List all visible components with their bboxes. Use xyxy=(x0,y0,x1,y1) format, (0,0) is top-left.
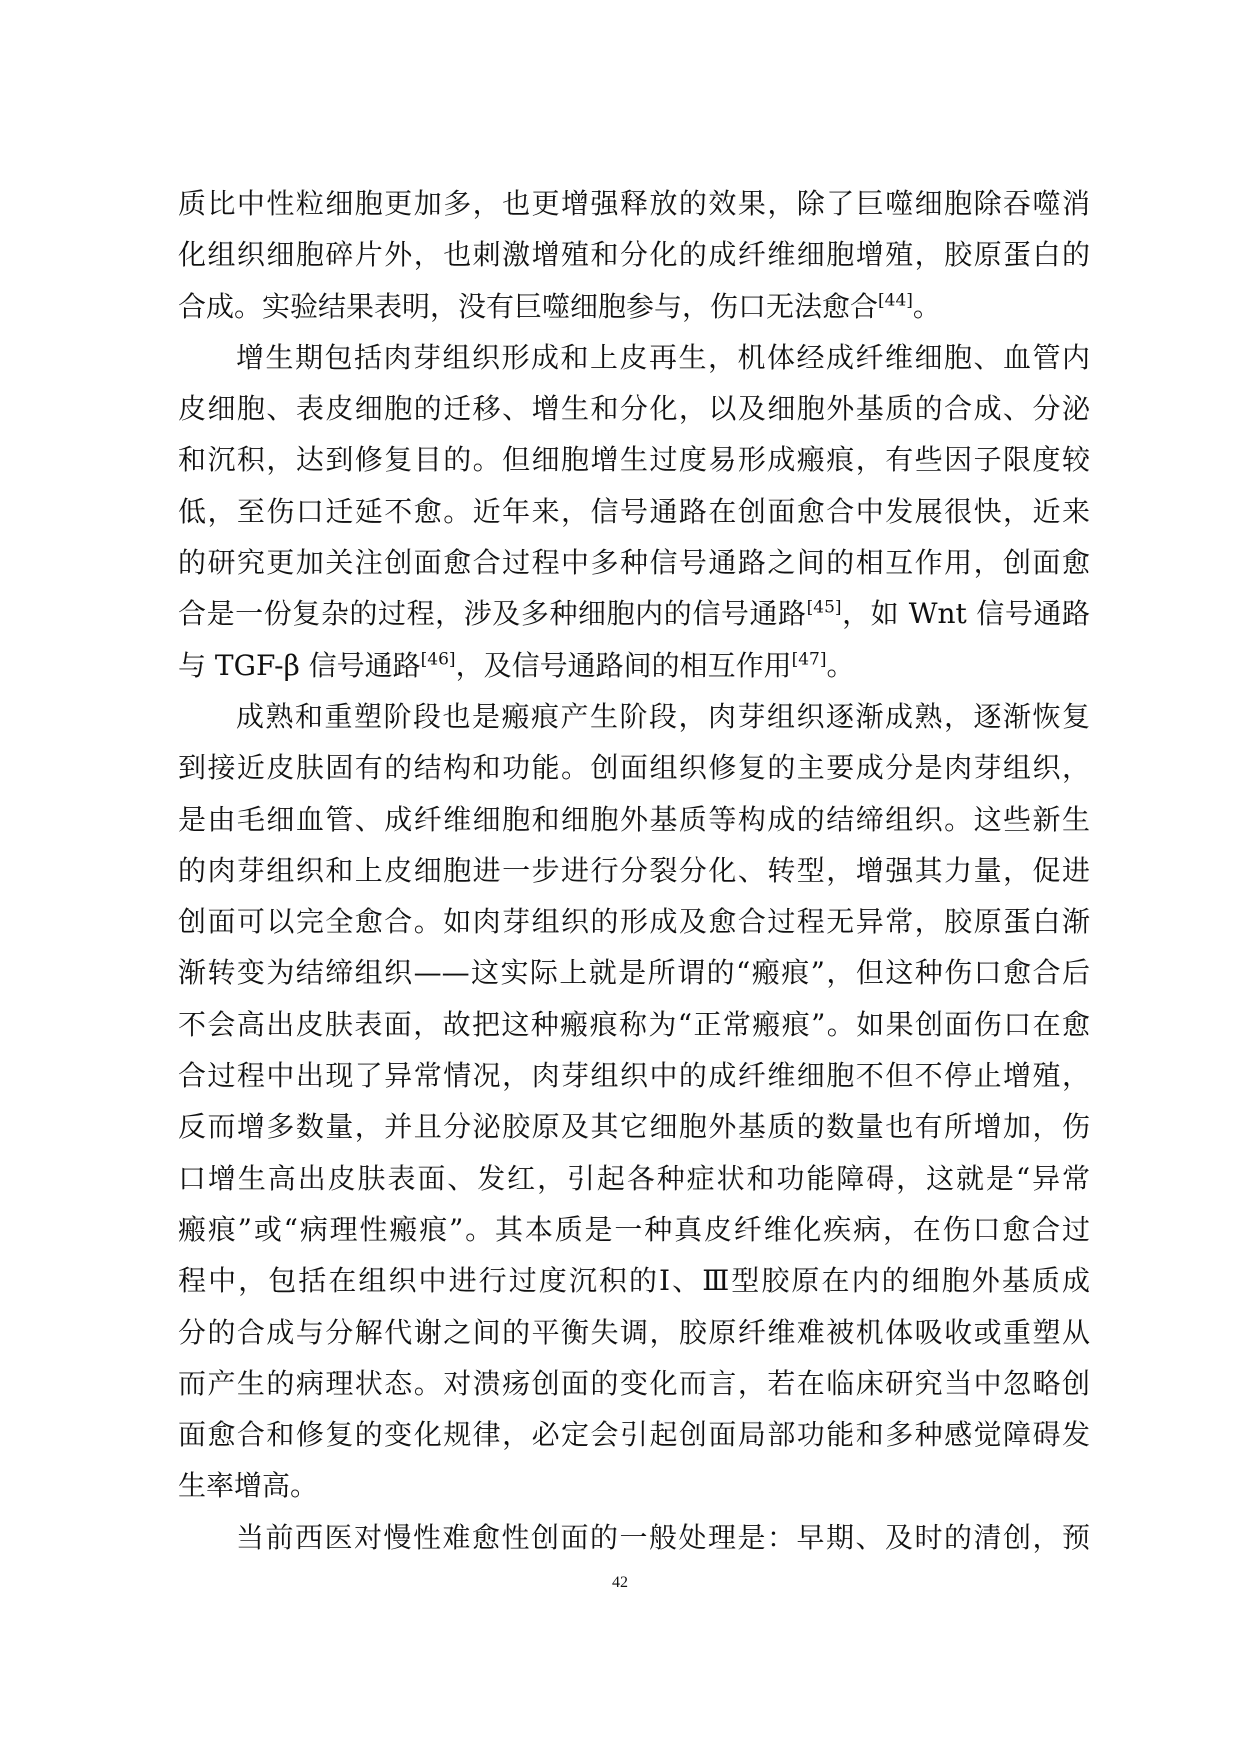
citation-marker: [47] xyxy=(791,649,827,670)
citation-marker: [44] xyxy=(878,290,913,311)
text-line: 程中，包括在组织中进行过度沉积的Ⅰ、Ⅲ型胶原在内的细胞外基质成 xyxy=(178,1264,1090,1298)
text-line: 质比中性粒细胞更加多，也更增强释放的效果，除了巨噬细胞除吞噬消 xyxy=(178,187,1090,220)
text-line: 分的合成与分解代谢之间的平衡失调，胶原纤维难被机体吸收或重塑从 xyxy=(178,1315,1090,1349)
text-line: 反而增多数量，并且分泌胶原及其它细胞外基质的数量也有所增加，伤 xyxy=(178,1110,1090,1144)
text-line: 合成。实验结果表明，没有巨噬细胞参与，伤口无法愈合[44]。 xyxy=(178,289,941,323)
text-line: 合过程中出现了异常情况，肉芽组织中的成纤维细胞不但不停止增殖， xyxy=(178,1059,1090,1093)
text-line: 面愈合和修复的变化规律，必定会引起创面局部功能和多种感觉障碍发 xyxy=(178,1418,1090,1452)
text-line: 化组织细胞碎片外，也刺激增殖和分化的成纤维细胞增殖，胶原蛋白的 xyxy=(178,238,1090,272)
text-line: 是由毛细血管、成纤维细胞和细胞外基质等构成的结缔组织。这些新生 xyxy=(178,802,1090,836)
text-line: 合是一份复杂的过程，涉及多种细胞内的信号通路[45]，如 Wnt 信号通路 xyxy=(178,597,1090,631)
text-line: 生率增高。 xyxy=(178,1469,319,1503)
body-text xyxy=(178,178,1090,1563)
text-line: 的研究更加关注创面愈合过程中多种信号通路之间的相互作用，创面愈 xyxy=(178,546,1090,580)
text-line: 的肉芽组织和上皮细胞进一步进行分裂分化、转型，增强其力量，促进 xyxy=(178,853,1090,887)
text-line: 增生期包括肉芽组织形成和上皮再生，机体经成纤维细胞、血管内 xyxy=(236,340,1090,374)
text-line: 和沉积，达到修复目的。但细胞增生过度易形成瘢痕，有些因子限度较 xyxy=(178,443,1090,477)
text-line: 皮细胞、表皮细胞的迁移、增生和分化，以及细胞外基质的合成、分泌 xyxy=(178,392,1090,426)
citation-marker: [45] xyxy=(806,598,842,619)
text-line: 不会高出皮肤表面，故把这种瘢痕称为“正常瘢痕”。如果创面伤口在愈 xyxy=(178,1007,1090,1041)
text-line: 与 TGF-β 信号通路[46]，及信号通路间的相互作用[47]。 xyxy=(178,648,855,682)
text-line: 成熟和重塑阶段也是瘢痕产生阶段，肉芽组织逐渐成熟，逐渐恢复 xyxy=(236,699,1090,733)
text-line: 而产生的病理状态。对溃疡创面的变化而言，若在临床研究当中忽略创 xyxy=(178,1366,1090,1400)
text-line: 创面可以完全愈合。如肉芽组织的形成及愈合过程无异常，胶原蛋白渐 xyxy=(178,905,1090,939)
text-line: 当前西医对慢性难愈性创面的一般处理是：早期、及时的清创，预 xyxy=(236,1520,1090,1554)
text-line: 口增生高出皮肤表面、发红，引起各种症状和功能障碍，这就是“异常 xyxy=(178,1161,1090,1195)
page-number: 42 xyxy=(612,1574,628,1591)
text-line: 到接近皮肤固有的结构和功能。创面组织修复的主要成分是肉芽组织， xyxy=(178,751,1090,785)
citation-marker: [46] xyxy=(420,649,456,670)
text-line: 渐转变为结缔组织——这实际上就是所谓的“瘢痕”，但这种伤口愈合后 xyxy=(178,956,1090,990)
text-line: 低，至伤口迁延不愈。近年来，信号通路在创面愈合中发展很快，近来 xyxy=(178,494,1090,528)
text-line: 瘢痕”或“病理性瘢痕”。其本质是一种真皮纤维化疾病，在伤口愈合过 xyxy=(178,1212,1090,1246)
